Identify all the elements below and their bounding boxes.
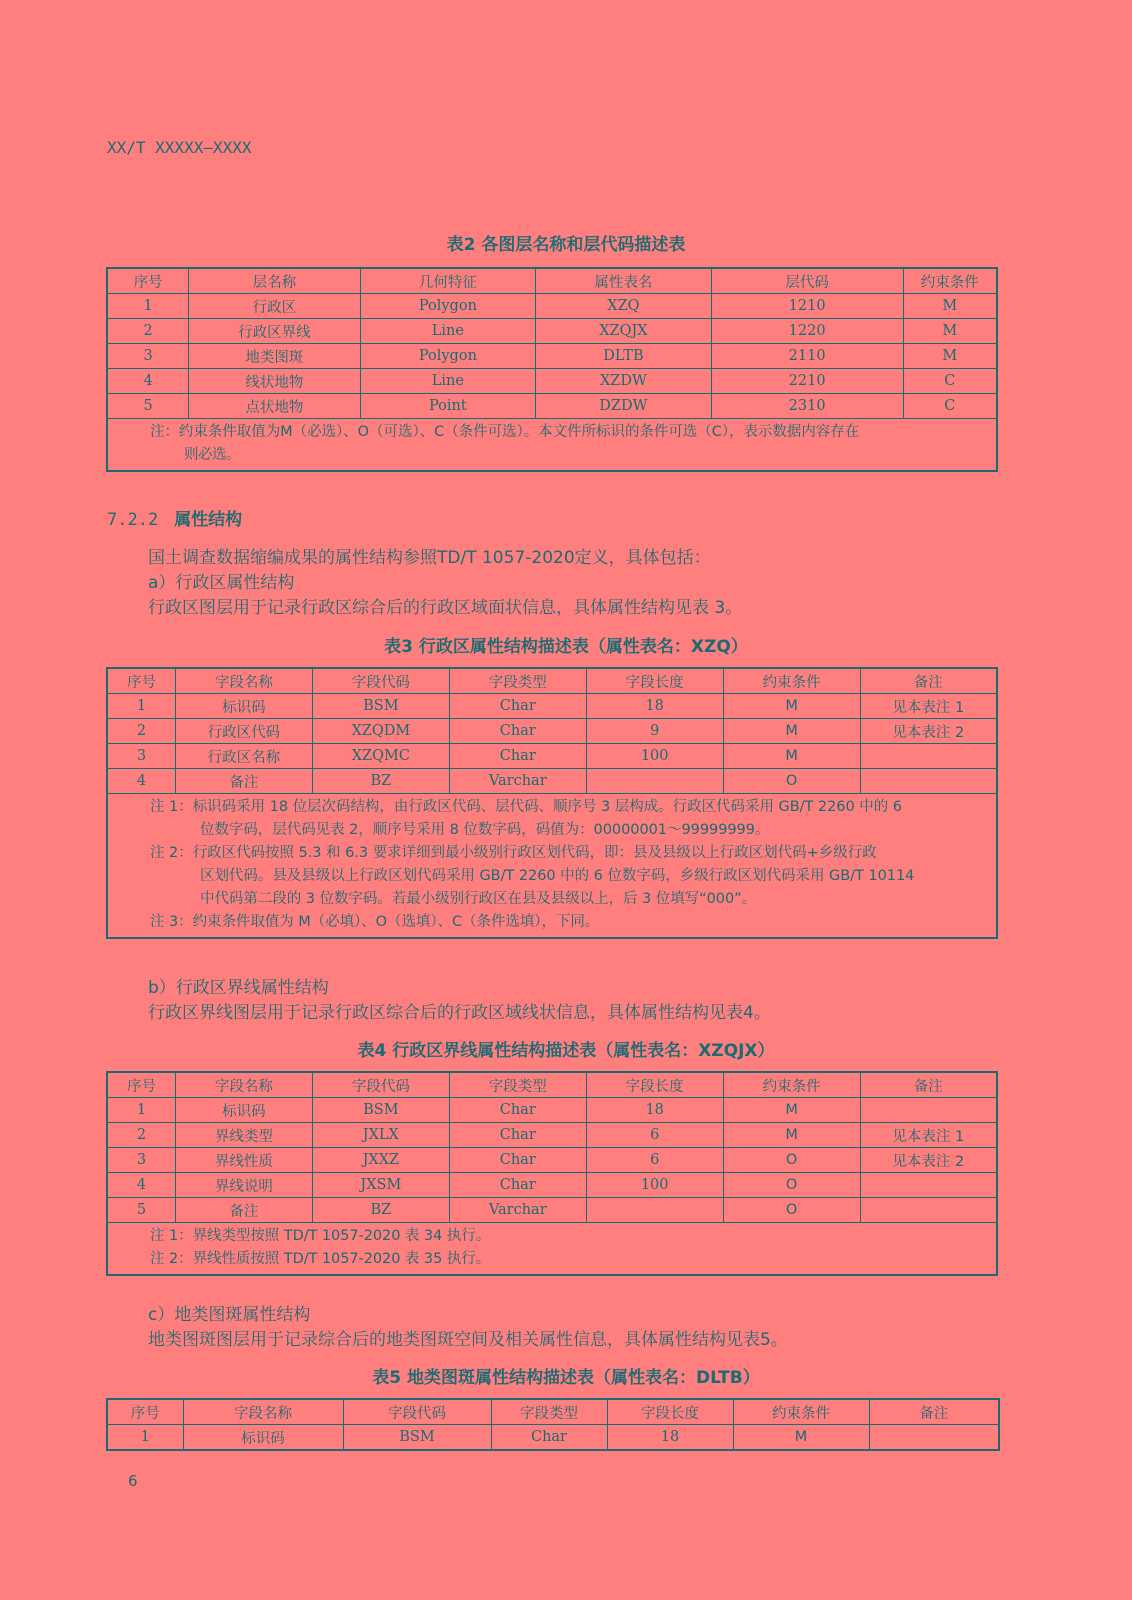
table-row: [107, 694, 997, 719]
subsection-c-title: c）地类图斑属性结构: [148, 1305, 311, 1325]
table-cell: 4: [107, 769, 175, 794]
table-cell: 3: [107, 744, 175, 769]
table-cell: BSM: [312, 694, 449, 719]
table-cell: DLTB: [536, 344, 712, 369]
table-row: [107, 294, 997, 319]
table-cell: [860, 1173, 997, 1198]
table-note: [107, 419, 997, 472]
table-cell: 6: [586, 1148, 723, 1173]
table-cell: 4: [107, 369, 189, 394]
subsection-b-text: 行政区界线图层用于记录行政区综合后的行政区域线状信息，具体属性结构见表4。: [148, 1003, 771, 1023]
table-cell: 100: [586, 1173, 723, 1198]
column-header: 备注: [860, 668, 997, 694]
table-cell: M: [723, 744, 860, 769]
table-cell: 见本表注 1: [860, 694, 997, 719]
table-cell: 2210: [711, 369, 903, 394]
table2-caption: 表2 各图层名称和层代码描述表: [446, 235, 686, 255]
table-cell: 标识码: [183, 1425, 343, 1451]
table-cell: 见本表注 2: [860, 719, 997, 744]
table-cell: C: [903, 369, 997, 394]
table2-body: [107, 268, 997, 471]
table-cell: 1210: [711, 294, 903, 319]
table4: [106, 1071, 998, 1276]
table-cell: Char: [449, 744, 586, 769]
table-cell: BSM: [312, 1098, 449, 1123]
table-cell: JXSM: [312, 1173, 449, 1198]
note-1-continued: 位数字码，层代码见表 2，顺序号采用 8 位数字码，码值为：00000001～99999999。: [200, 822, 770, 838]
table-cell: 1: [107, 294, 189, 319]
table-cell: [869, 1425, 999, 1451]
table-cell: 18: [586, 1098, 723, 1123]
table-cell: Varchar: [449, 1198, 586, 1223]
table-cell: 行政区代码: [175, 719, 312, 744]
column-header: 字段名称: [175, 668, 312, 694]
table-cell: Char: [491, 1425, 607, 1451]
table-cell: JXLX: [312, 1123, 449, 1148]
table-cell: 点状地物: [189, 394, 360, 419]
table-cell: 18: [607, 1425, 733, 1451]
subsection-b-title: b）行政区界线属性结构: [148, 978, 329, 998]
column-header: 几何特征: [360, 268, 536, 294]
table-cell: XZQJX: [536, 319, 712, 344]
table-cell: Polygon: [360, 294, 536, 319]
document-code: XX/T XXXXX—XXXX: [107, 138, 252, 157]
table-cell: O: [723, 1148, 860, 1173]
table-header-row: [107, 268, 997, 294]
table-cell: 界线说明: [175, 1173, 312, 1198]
note-line: 则必选。: [184, 447, 240, 463]
table-cell: [860, 769, 997, 794]
column-header: 字段长度: [607, 1399, 733, 1425]
table-cell: JXXZ: [312, 1148, 449, 1173]
table-row: [107, 1425, 999, 1451]
table-cell: M: [903, 294, 997, 319]
column-header: 字段类型: [449, 1072, 586, 1098]
column-header: 序号: [107, 1072, 175, 1098]
table-row: [107, 369, 997, 394]
table2: [106, 267, 998, 472]
table-cell: 1: [107, 694, 175, 719]
table-cell: 行政区名称: [175, 744, 312, 769]
table-cell: Char: [449, 1098, 586, 1123]
table-cell: 100: [586, 744, 723, 769]
table-row: [107, 1148, 997, 1173]
table-cell: [860, 1098, 997, 1123]
table-cell: Char: [449, 694, 586, 719]
table-row: [107, 769, 997, 794]
column-header: 字段类型: [449, 668, 586, 694]
table-cell: 2110: [711, 344, 903, 369]
table-cell: 3: [107, 1148, 175, 1173]
column-header: 序号: [107, 1399, 183, 1425]
table-cell: 4: [107, 1173, 175, 1198]
table-cell: 18: [586, 694, 723, 719]
table3-caption: 表3 行政区属性结构描述表（属性表名：XZQ）: [384, 637, 748, 657]
table-cell: [860, 744, 997, 769]
table-header-row: [107, 1399, 999, 1425]
table-cell: C: [903, 394, 997, 419]
table-cell: 标识码: [175, 694, 312, 719]
table-row: [107, 1198, 997, 1223]
note-2-continued: 区划代码。县及县级以上行政区划代码采用 GB/T 2260 中的 6 位数字码，乡级行政区划代码采用 GB/T 10114: [200, 868, 915, 884]
table-cell: 1: [107, 1098, 175, 1123]
column-header: 约束条件: [733, 1399, 869, 1425]
table-note: [107, 1223, 997, 1276]
table-cell: 地类图斑: [189, 344, 360, 369]
table-note-row: [107, 419, 997, 472]
table-cell: M: [723, 1098, 860, 1123]
table-row: [107, 719, 997, 744]
table-cell: 2310: [711, 394, 903, 419]
table-cell: BZ: [312, 1198, 449, 1223]
table-cell: Char: [449, 1148, 586, 1173]
table-cell: 备注: [175, 769, 312, 794]
table-cell: 见本表注 2: [860, 1148, 997, 1173]
table-row: [107, 319, 997, 344]
table-row: [107, 344, 997, 369]
table-cell: XZQDM: [312, 719, 449, 744]
table-cell: 标识码: [175, 1098, 312, 1123]
column-header: 字段长度: [586, 668, 723, 694]
note-2-continued: 中代码第二段的 3 位数字码。若最小级别行政区在县及县级以上，后 3 位填写“000”。: [200, 891, 757, 907]
section-heading: [107, 505, 242, 530]
note-1: 注 1：界线类型按照 TD/T 1057-2020 表 34 执行。: [150, 1228, 491, 1244]
column-header: 字段类型: [491, 1399, 607, 1425]
table-cell: XZDW: [536, 369, 712, 394]
table-cell: 1: [107, 1425, 183, 1451]
table-cell: M: [903, 319, 997, 344]
note-3: 注 3：约束条件取值为 M（必填）、O（选填）、C（条件选填），下同。: [150, 914, 600, 930]
page-number: 6: [128, 1472, 138, 1490]
table-row: [107, 1098, 997, 1123]
table-cell: XZQMC: [312, 744, 449, 769]
table4-body: [107, 1072, 997, 1275]
table-cell: Polygon: [360, 344, 536, 369]
column-header: 字段代码: [343, 1399, 491, 1425]
table-note-row: [107, 794, 997, 939]
table-cell: O: [723, 1198, 860, 1223]
table-cell: 界线类型: [175, 1123, 312, 1148]
table-cell: 行政区: [189, 294, 360, 319]
table-cell: Line: [360, 369, 536, 394]
table-cell: M: [723, 694, 860, 719]
table-cell: 线状地物: [189, 369, 360, 394]
table-cell: O: [723, 769, 860, 794]
column-header: 字段长度: [586, 1072, 723, 1098]
column-header: 层代码: [711, 268, 903, 294]
table3-body: [107, 668, 997, 938]
section-number: 7.2.2: [107, 510, 159, 530]
table-cell: M: [723, 1123, 860, 1148]
table-cell: Line: [360, 319, 536, 344]
column-header: 序号: [107, 668, 175, 694]
column-header: 字段代码: [312, 1072, 449, 1098]
table-cell: 1220: [711, 319, 903, 344]
column-header: 层名称: [189, 268, 360, 294]
column-header: 约束条件: [723, 668, 860, 694]
subsection-a-text: 行政区图层用于记录行政区综合后的行政区域面状信息，具体属性结构见表 3。: [148, 598, 743, 618]
subsection-a-title: a）行政区属性结构: [148, 573, 295, 593]
column-header: 约束条件: [903, 268, 997, 294]
table-cell: 备注: [175, 1198, 312, 1223]
note-line: 注：约束条件取值为M（必选）、O（可选）、C（条件可选）。本文件所标识的条件可选（C），表示数据内容存在: [150, 424, 860, 440]
column-header: 备注: [860, 1072, 997, 1098]
table-cell: 行政区界线: [189, 319, 360, 344]
table-cell: M: [903, 344, 997, 369]
table-cell: M: [733, 1425, 869, 1451]
table-cell: BSM: [343, 1425, 491, 1451]
table-row: [107, 1173, 997, 1198]
table-cell: 5: [107, 1198, 175, 1223]
table5: [106, 1398, 1000, 1451]
table-cell: M: [723, 719, 860, 744]
table-cell: 2: [107, 719, 175, 744]
table-cell: Char: [449, 1123, 586, 1148]
table-cell: 6: [586, 1123, 723, 1148]
table-cell: 9: [586, 719, 723, 744]
column-header: 备注: [869, 1399, 999, 1425]
table-row: [107, 744, 997, 769]
table-cell: Point: [360, 394, 536, 419]
column-header: 字段名称: [183, 1399, 343, 1425]
table-header-row: [107, 668, 997, 694]
note-1: 注 1：标识码采用 18 位层次码结构，由行政区代码、层代码、顺序号 3 层构成。行政区代码采用 GB/T 2260 中的 6: [150, 799, 902, 815]
table-cell: Char: [449, 1173, 586, 1198]
column-header: 序号: [107, 268, 189, 294]
column-header: 约束条件: [723, 1072, 860, 1098]
table-cell: 见本表注 1: [860, 1123, 997, 1148]
table-cell: 2: [107, 319, 189, 344]
table-cell: Varchar: [449, 769, 586, 794]
table-cell: 界线性质: [175, 1148, 312, 1173]
table-cell: XZQ: [536, 294, 712, 319]
table-row: [107, 394, 997, 419]
table5-caption: 表5 地类图斑属性结构描述表（属性表名：DLTB）: [372, 1368, 760, 1388]
table-note-row: [107, 1223, 997, 1276]
table-cell: Char: [449, 719, 586, 744]
table-cell: [586, 769, 723, 794]
table3: [106, 667, 998, 939]
table-cell: 5: [107, 394, 189, 419]
table5-body: [107, 1399, 999, 1450]
table-cell: 2: [107, 1123, 175, 1148]
table-cell: DZDW: [536, 394, 712, 419]
table-row: [107, 1123, 997, 1148]
section-intro: 国土调查数据缩编成果的属性结构参照TD/T 1057-2020定义，具体包括：: [148, 548, 711, 568]
section-title: 属性结构: [174, 510, 243, 530]
note-2: 注 2：界线性质按照 TD/T 1057-2020 表 35 执行。: [150, 1251, 491, 1267]
table-header-row: [107, 1072, 997, 1098]
column-header: 字段名称: [175, 1072, 312, 1098]
table-cell: O: [723, 1173, 860, 1198]
table-cell: [586, 1198, 723, 1223]
table-cell: 3: [107, 344, 189, 369]
subsection-c-text: 地类图斑图层用于记录综合后的地类图斑空间及相关属性信息，具体属性结构见表5。: [148, 1330, 788, 1350]
table-cell: BZ: [312, 769, 449, 794]
column-header: 字段代码: [312, 668, 449, 694]
table-cell: [860, 1198, 997, 1223]
table4-caption: 表4 行政区界线属性结构描述表（属性表名：XZQJX）: [357, 1041, 775, 1061]
note-2: 注 2：行政区代码按照 5.3 和 6.3 要求详细到最小级别行政区划代码，即：县及县级以上行政区划代码+乡级行政: [150, 845, 877, 861]
column-header: 属性表名: [536, 268, 712, 294]
table-note: [107, 794, 997, 939]
